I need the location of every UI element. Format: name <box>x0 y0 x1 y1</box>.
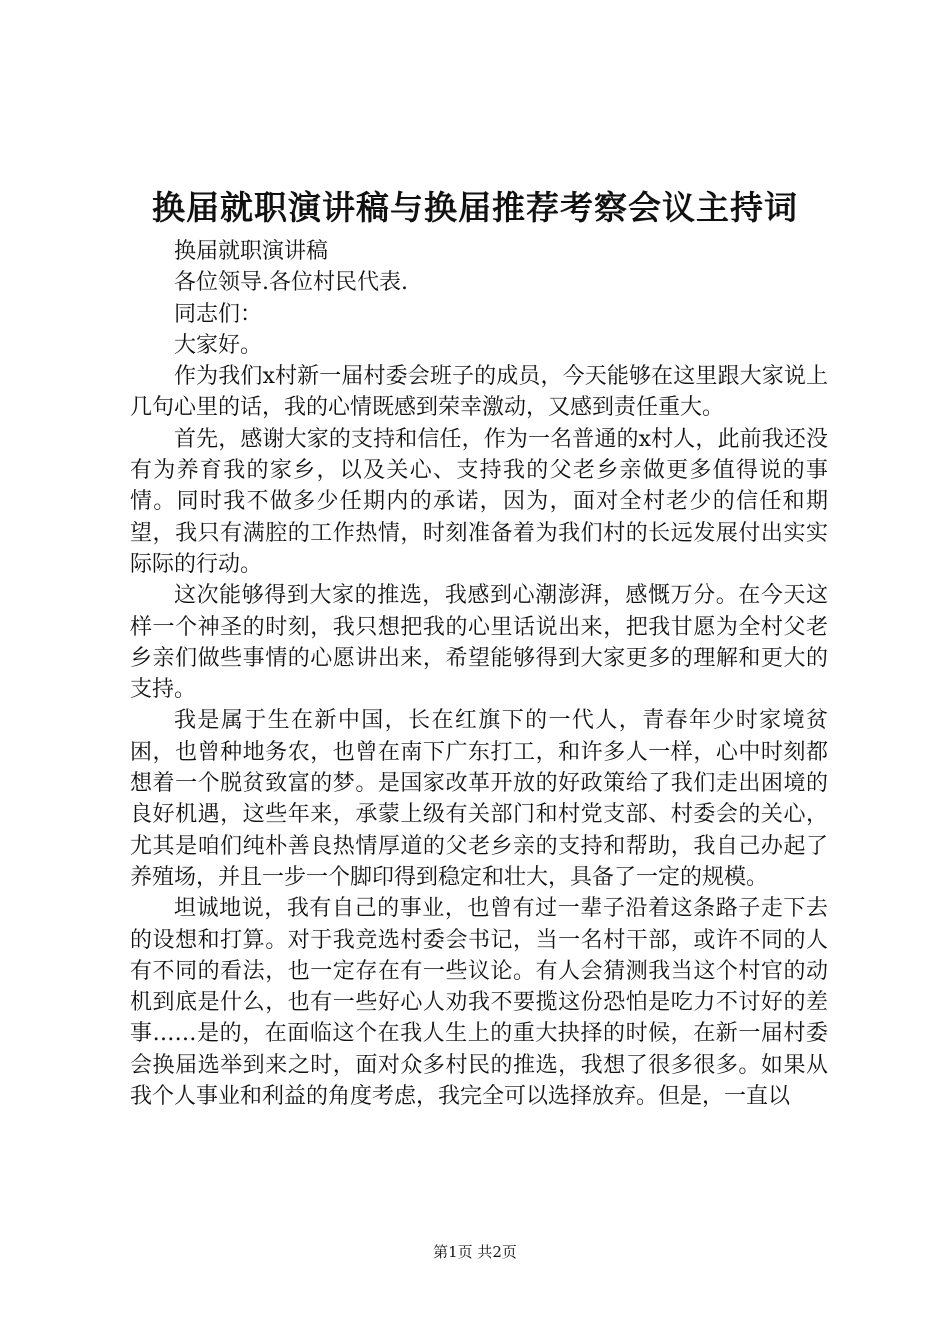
document-title: 换届就职演讲稿与换届推荐考察会议主持词 <box>152 188 798 227</box>
paragraph-greeting: 大家好。 <box>174 332 263 358</box>
page-footer: 第1页 共2页 <box>433 1243 517 1261</box>
paragraph-salutation: 各位领导.各位村民代表. <box>174 270 408 296</box>
paragraph-comrades: 同志们： <box>174 301 263 327</box>
paragraph-subtitle: 换届就职演讲稿 <box>174 239 329 264</box>
paragraph-intro: 作为我们x村新一届村委会班子的成员，今天能够在这里跟大家说上几句心里的话，我的心情既感到荣幸激动，又感到责任重大。 <box>130 364 828 421</box>
paragraph-background: 我是属于生在新中国，长在红旗下的一代人，青春年少时家境贫困，也曾种地务农，也曾在南下广东打工，和许多人一样，心中时刻都想着一个脱贫致富的梦。是国家改革开放的好政策给了我们走出困境的良好机遇，这些年来，承蒙上级有关部门和村党支部、村委会的关心，尤其是咱们纯朴善良热情厚道的父老乡亲的支持和帮助，我自己办起了养殖场，并且一步一个脚印得到稳定和壮大，具备了一定的规模。 <box>130 708 828 890</box>
paragraph-election: 这次能够得到大家的推选，我感到心潮澎湃，感慨万分。在今天这样一个神圣的时刻，我只想把我的心里话说出来，把我甘愿为全村父老乡亲们做些事情的心愿讲出来，希望能够得到大家更多的理解和更大的支持。 <box>130 583 828 703</box>
paragraph-candid: 坦诚地说，我有自己的事业，也曾有过一辈子沿着这条路子走下去的设想和打算。对于我竞选村委会书记，当一名村干部，或许不同的人有不同的看法，也一定存在有一些议论。有人会猜测我当这个村官的动机到底是什么，也有一些好心人劝我不要揽这份恐怕是吃力不讨好的差事……是的，在面临这个在我人生上的重大抉择的时候，在新一届村委会换届选举到来之时，面对众多村民的推选，我想了很多很多。如果从我个人事业和利益的角度考虑，我完全可以选择放弃。但是，一直以 <box>130 896 828 1110</box>
paragraph-thanks: 首先，感谢大家的支持和信任，作为一名普通的x村人，此前我还没有为养育我的家乡，以及关心、支持我的父老乡亲做更多值得说的事情。同时我不做多少任期内的承诺，因为，面对全村老少的信任和期望，我只有满腔的工作热情，时刻准备着为我们村的长远发展付出实实际际的行动。 <box>130 426 828 577</box>
document-body <box>130 236 828 1112</box>
